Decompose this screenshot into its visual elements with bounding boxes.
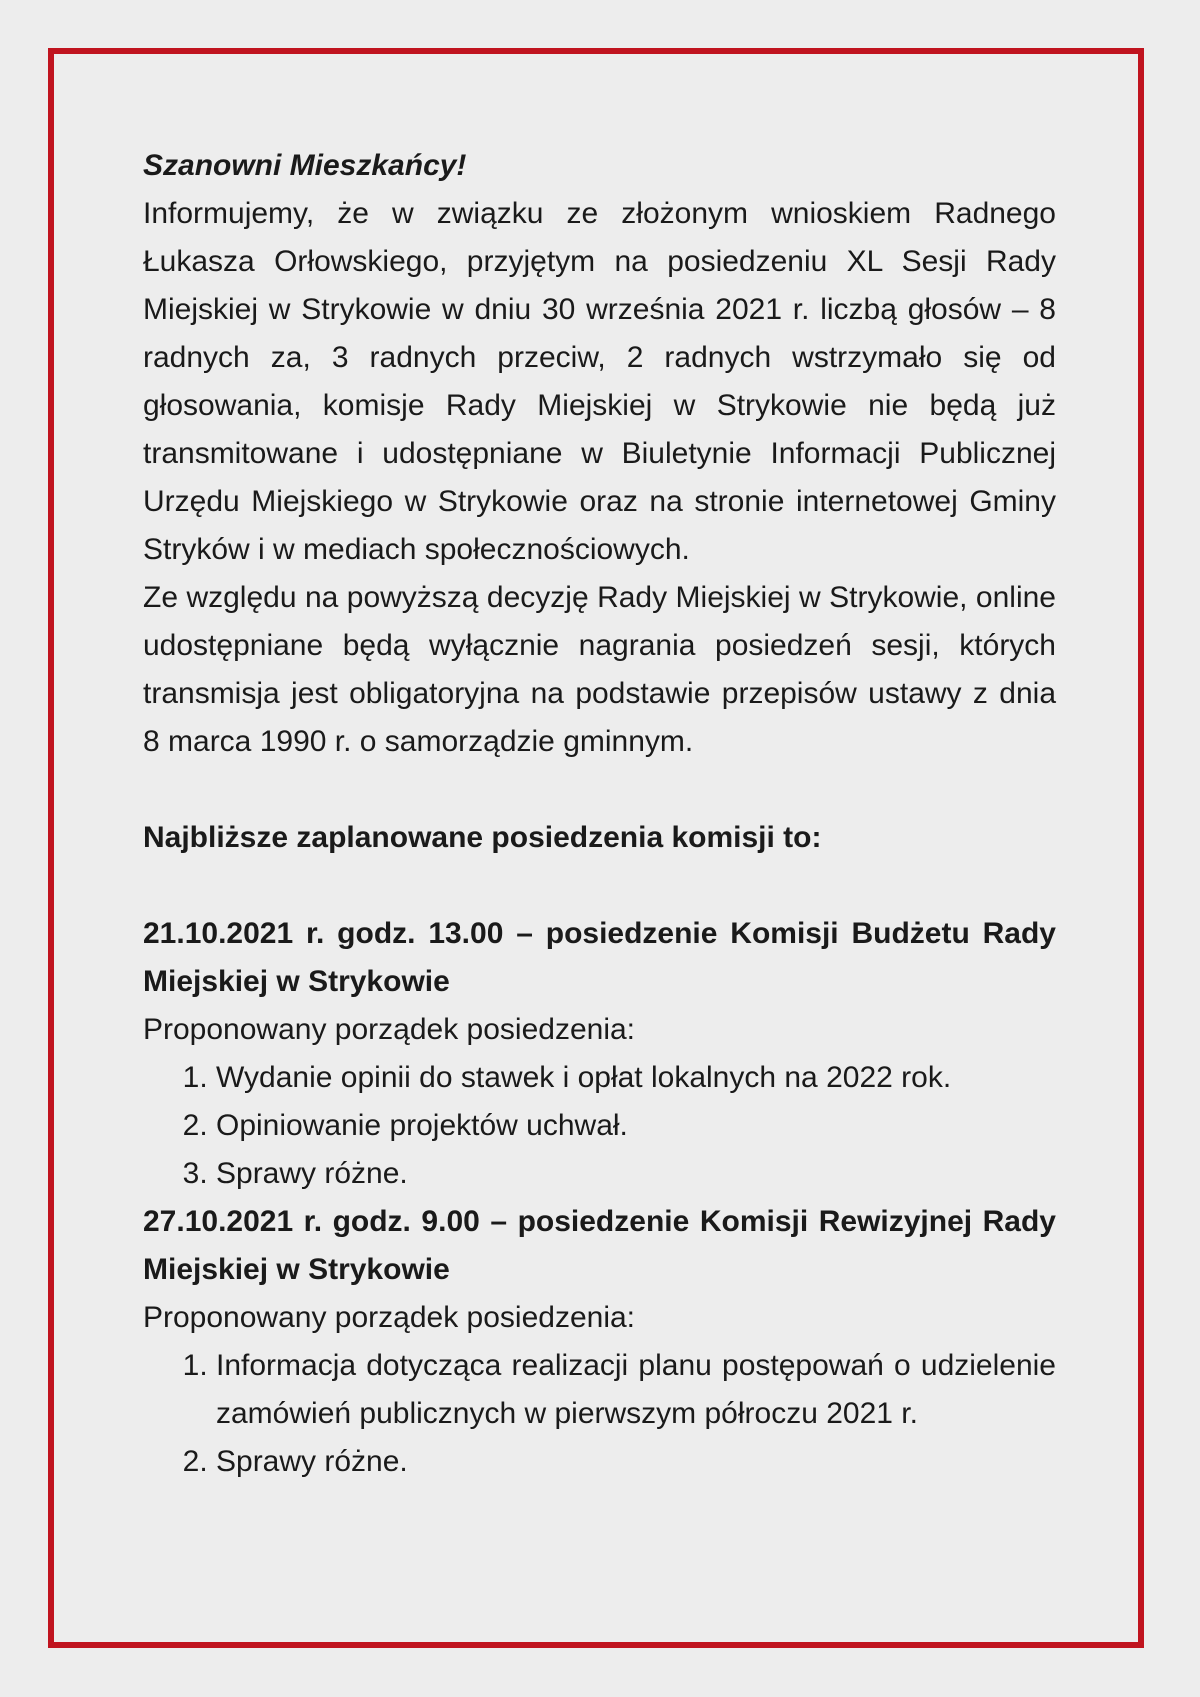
meeting-block [143, 910, 1056, 1198]
agenda-item: 1. Informacja dotycząca realizacji planu postępowań o udzielenie zamówień publicznych w pierwszym półroczu 2021 r. [216, 1342, 1056, 1438]
agenda-list [143, 1342, 1056, 1486]
spacer [143, 766, 1056, 814]
intro-paragraph: Informujemy, że w związku ze złożonym wnioskiem Radnego Łukasza Orłowskiego, przyjętym na posiedzeniu XL Sesji Rady Miejskiej w Strykowie w dniu 30 września 2021 r. liczbą głosów – 8 radnych za, 3 radnych przeciw, 2 radnych wstrzymało się od głosowania, komisje Rady Miejskiej w Strykowie nie będą już transmitowane i udostępniane w Biuletynie Informacji Publicznej Urzędu Miejskiego w Strykowie oraz na stronie internetowej Gminy Stryków i w mediach społecznościowych. [143, 197, 1056, 566]
agenda-item: 3. Sprawy różne. [216, 1150, 1056, 1198]
meeting-title: 27.10.2021 r. godz. 9.00 – posiedzenie Komisji Rewizyjnej Rady Miejskiej w Strykowie [143, 1205, 1056, 1286]
upcoming-meetings-heading: Najbliższe zaplanowane posiedzenia komisji to: [143, 821, 822, 854]
agenda-label: Proponowany porządek posiedzenia: [143, 1013, 635, 1046]
meeting-title: 21.10.2021 r. godz. 13.00 – posiedzenie Komisji Budżetu Rady Miejskiej w Strykowie [143, 917, 1056, 998]
notice-content [143, 142, 1056, 1486]
decision-paragraph: Ze względu na powyższą decyzję Rady Miejskiej w Strykowie, online udostępniane będą wyłącznie nagrania posiedzeń sesji, których transmisja jest obligatoryjna na podstawie przepisów ustawy z dnia 8 marca 1990 r. o samorządzie gminnym. [143, 581, 1056, 758]
spacer [143, 862, 1056, 910]
greeting: Szanowni Mieszkańcy! [143, 149, 467, 182]
agenda-item: 2. Sprawy różne. [216, 1438, 1056, 1486]
agenda-label: Proponowany porządek posiedzenia: [143, 1301, 635, 1334]
agenda-list [143, 1054, 1056, 1198]
agenda-item: 1. Wydanie opinii do stawek i opłat lokalnych na 2022 rok. [216, 1054, 1056, 1102]
meeting-block [143, 1198, 1056, 1486]
agenda-item: 2. Opiniowanie projektów uchwał. [216, 1102, 1056, 1150]
